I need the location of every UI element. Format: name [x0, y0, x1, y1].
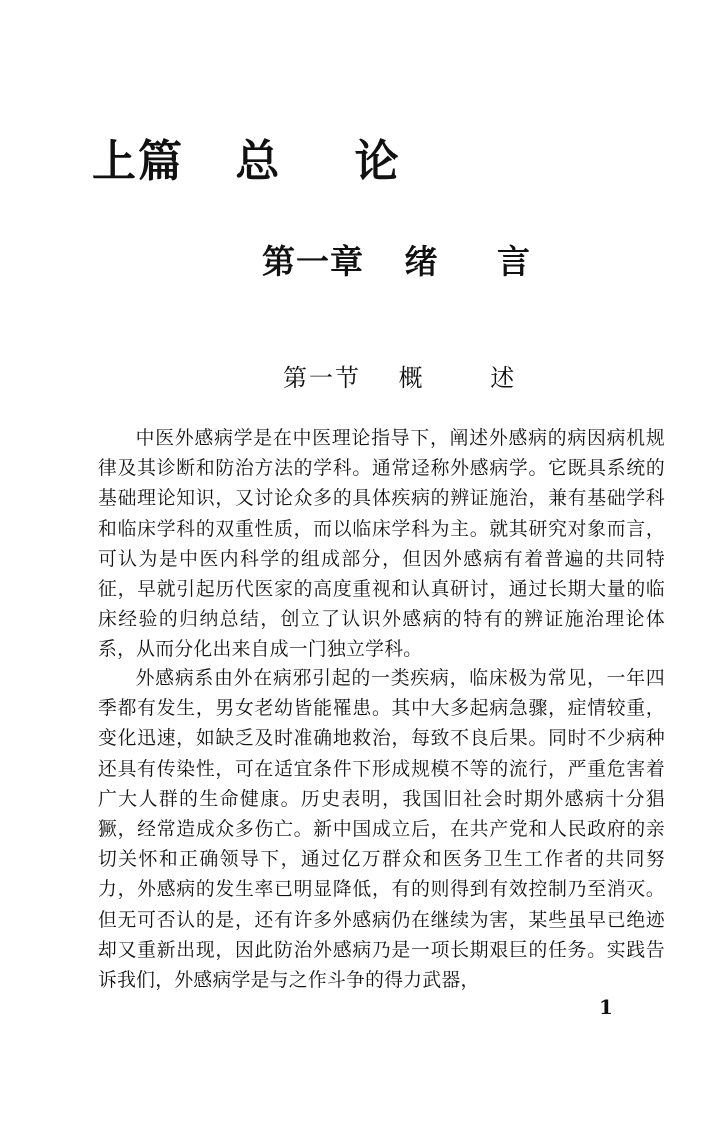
body-paragraph: 外感病系由外在病邪引起的一类疾病，临床极为常见，一年四季都有发生，男女老幼皆能罹患。其中大多起病急骤，症情较重，变化迅速，如缺乏及时准确地救治，每致不良后果。同时不少病种还具有传染性，可在适宜条件下形成规模不等的流行，严重危害着广大人群的生命健康。历史表明，我国旧社会时期外感病十分猖獗，经常造成众多伤亡。新中国成立后，在共产党和人民政府的亲切关怀和正确领导下，通过亿万群众和医务卫生工作者的共同努力，外感病的发生率已明显降低，有的则得到有效控制乃至消灭。但无可否认的是，还有许多外感病仍在继续为害，某些虽早已绝迹却又重新出现，因此防治外感病乃是一项长期艰巨的任务。实践告诉我们，外感病学是与之作斗争的得力武器， — [98, 668, 665, 992]
body-paragraph: 中医外感病学是在中医理论指导下，阐述外感病的病因病机规律及其诊断和防治方法的学科。通常迳称外感病学。它既具系统的基础理论知识，又讨论众多的具体疾病的辨证施治，兼有基础学科和临床学科的双重性质，而以临床学科为主。就其研究对象而言，可认为是中医内科学的组成部分，但因外感病有着普遍的共同特征，早就引起历代医家的高度重视和认真研讨，通过长期大量的临床经验的归纳总结，创立了认识外感病的特有的辨证施治理论体系，从而分化出来自成一门独立学科。 — [98, 428, 665, 661]
chapter-title — [262, 242, 554, 282]
chapter-name: 绪 言 — [404, 242, 554, 281]
part-title — [92, 136, 429, 188]
section-label: 第一节 — [283, 364, 361, 392]
part-label: 上篇 — [92, 136, 184, 187]
part-name: 总 论 — [235, 136, 429, 187]
page-number: 1 — [599, 995, 613, 1019]
section-name: 概 述 — [398, 364, 545, 392]
section-title — [283, 362, 544, 394]
chapter-label: 第一章 — [262, 242, 364, 281]
